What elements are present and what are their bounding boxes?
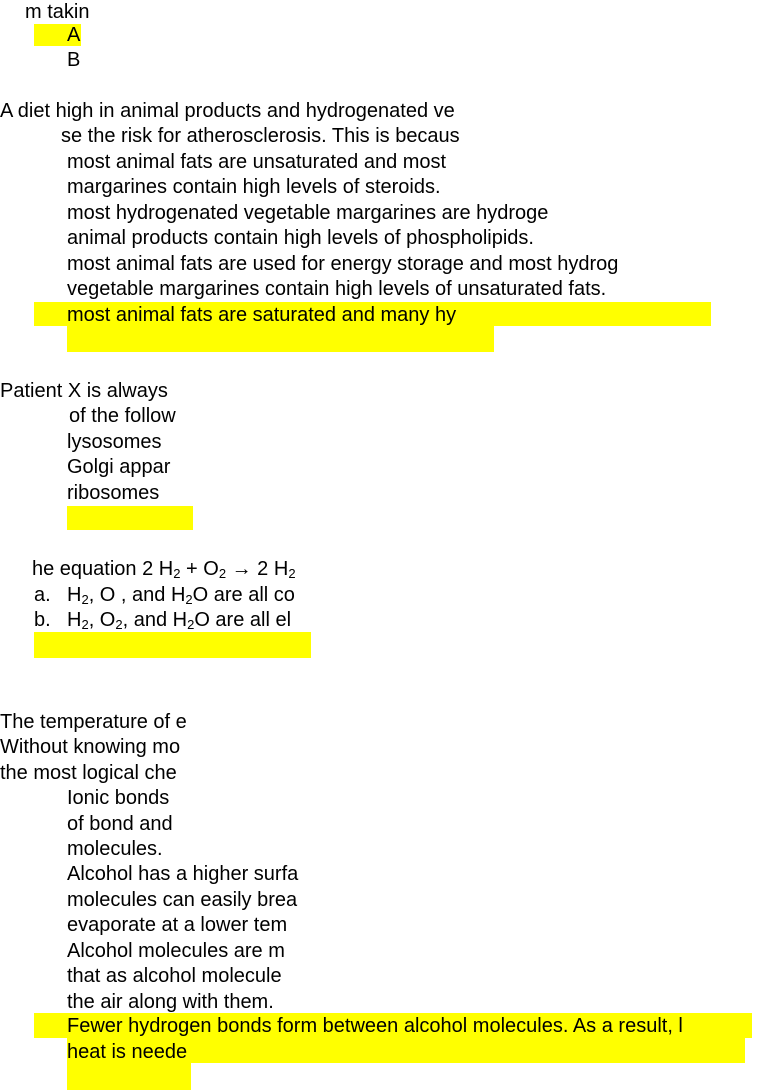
q4-option-line: of bond and [67,813,173,835]
q4-option-line: that as alcohol molecule [67,965,282,987]
q2-option: lysosomes [67,431,162,453]
q4-stem-line: the most logical che [0,762,177,784]
q3-option-b-sub: 2 [81,617,89,632]
q4-option-line-answer: Fewer hydrogen bonds form between alcohol molecules. As a result, l [67,1015,683,1037]
q1-option-line: margarines contain high levels of steroids. [67,176,441,198]
q4-option-line: Ionic bonds [67,787,170,809]
q2-stem-line2: of the follow [69,405,176,427]
highlight-q2-answer [67,506,193,530]
q3-option-a-letter: a. [34,584,51,606]
q4-option-line: molecules can easily brea [67,889,298,911]
q1-option-line: most animal fats are unsaturated and most [67,151,447,173]
q2-option: ribosomes [67,482,160,504]
q3-option-b-sub: 2 [115,617,123,632]
q3-stem-text: → 2 H [226,558,289,580]
q4-option-line: Alcohol has a higher surfa [67,863,299,885]
q4-option-line: evaporate at a lower tem [67,914,288,936]
q1-option-line: animal products contain high levels of phospholipids. [67,227,534,249]
q4-stem-line: Without knowing mo [0,736,181,758]
q2-stem-line1: Patient X is always [0,380,168,402]
block1-header: m takin [25,1,90,23]
q3-stem-text: + O [180,558,219,580]
q3-option-b-text: , and H [122,609,188,631]
q4-option-line-answer: heat is neede [67,1041,188,1063]
q2-option: Golgi appar [67,456,171,478]
q3-option-a [67,583,295,607]
q3-option-b-text: O are all el [194,609,292,631]
q1-option-line: most animal fats are used for energy storage and most hydrog [67,253,619,275]
q3-option-a-sub: 2 [81,592,89,607]
q4-option-line: molecules. [67,838,163,860]
q3-option-b-text: , O [88,609,116,631]
highlight-q3-answer [34,632,311,658]
q3-option-b-sub: 2 [187,617,195,632]
q1-option-line-answer: most animal fats are saturated and many hy [67,304,457,326]
q3-option-b [67,608,291,632]
q1-option-line: vegetable margarines contain high levels of unsaturated fats. [67,278,607,300]
q3-option-b-text: H [67,609,82,631]
q3-option-a-text: H [67,584,82,606]
q4-stem-line: The temperature of e [0,711,187,733]
q3-option-a-sub: 2 [185,592,193,607]
q1-stem-line2: se the risk for atherosclerosis. This is becaus [61,125,460,147]
q3-stem-sub: 2 [218,566,227,581]
highlight-q4-answer-line3 [67,1063,191,1090]
highlight-q1-answer-line2 [67,326,494,352]
q3-option-a-text: O are all co [192,584,295,606]
q3-stem-sub: 2 [173,566,181,581]
q4-option-line: Alcohol molecules are m [67,940,285,962]
option-a: A [67,24,81,46]
q3-stem-text: he equation 2 H [32,558,174,580]
q4-option-line: the air along with them. [67,991,274,1013]
q1-stem-line1: A diet high in animal products and hydrogenated ve [0,100,455,122]
option-b: B [67,49,81,71]
q3-stem [32,557,296,581]
q3-option-b-letter: b. [34,609,51,631]
q3-option-a-text: , O , and H [88,584,186,606]
q3-stem-sub: 2 [288,566,296,581]
q1-option-line: most hydrogenated vegetable margarines are hydroge [67,202,549,224]
